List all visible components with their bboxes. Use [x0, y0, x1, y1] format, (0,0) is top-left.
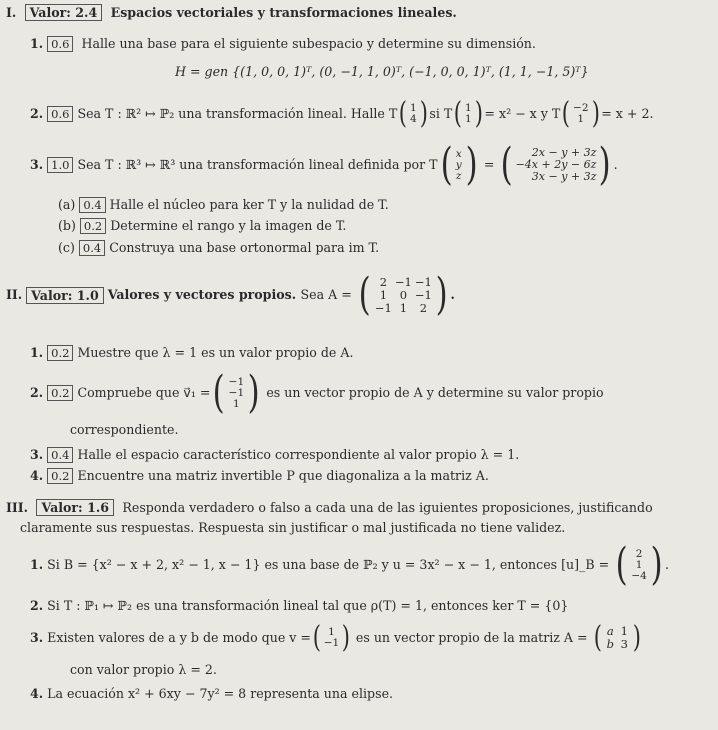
section-1-number: I. — [6, 5, 17, 20]
section-2-value-box: Valor: 1.0 — [26, 287, 104, 304]
section-2-title: Valores y vectores propios. — [107, 287, 297, 302]
section-3-value-box: Valor: 1.6 — [36, 499, 114, 516]
section-3-number: III. — [6, 500, 29, 515]
s1-q2-points: 0.6 — [47, 106, 73, 122]
s1-q2-vector-3: ( −2 1 ) — [562, 96, 600, 131]
s1-q3-points: 1.0 — [47, 157, 73, 173]
section-2-pre: Sea A = — [300, 287, 352, 302]
section-3-header — [6, 499, 653, 516]
s2-q2: 2. 0.2 Compruebe que v⃗₁ = ( −1 −1 1 ) es un vector propio de A y determine su valor propio — [30, 367, 604, 418]
matrix-A: ( 2 −1 −1 1 0 −1 −1 1 2 ) — [358, 269, 448, 320]
s1-q3b: (b) 0.2 Determine el rango y la imagen de T. — [58, 218, 347, 233]
s1-q3a: (a) 0.4 Halle el núcleo para ker T y la nulidad de T. — [58, 197, 389, 212]
s1-q3-system: ( 2x − y + 3z −4x + 2y − 6z 3x − y + 3z ) — [500, 139, 612, 190]
s1-q3: 3. 1.0 Sea T : ℝ³ ↦ ℝ³ una transformación lineal definida por T ( x y z ) = ( 2x − y + 3z −4x + 2y − 6z 3x − y + 3z ) . — [30, 139, 618, 190]
s3-q3-matrix: ( a 1 b 3 ) — [593, 620, 642, 655]
s3-q4: 4. La ecuación x² + 6xy − 7y² = 8 representa una elipse. — [30, 686, 394, 701]
s2-q1: 1. 0.2 Muestre que λ = 1 es un valor propio de A. — [30, 345, 354, 360]
s1-q1-text: Halle una base para el siguiente subespacio y determine su dimensión. — [81, 36, 536, 51]
s1-q2-vector-2: ( 1 1 ) — [454, 96, 483, 131]
s3-q3-vector: ( 1 −1 ) — [312, 620, 351, 655]
s1-q3-vector: ( x y z ) — [440, 139, 478, 190]
s1-q1-points: 0.6 — [47, 36, 73, 52]
s3-q3: 3. Existen valores de a y b de modo que v = ( 1 −1 ) es un vector propio de la matriz A = ( a 1 b 3 ) — [30, 620, 642, 655]
s1-q2 — [30, 96, 654, 131]
s3-q2: 2. Si T : ℙ₁ ↦ ℙ₂ es una transformación lineal tal que ρ(T) = 1, entonces ker T = {0} — [30, 598, 569, 613]
s2-q2-vector: ( −1 −1 1 ) — [213, 367, 260, 418]
section-3-title: Responda verdadero o falso a cada una de las iguientes proposiciones, justificando — [122, 500, 653, 515]
section-2-header: II. Valor: 1.0 Valores y vectores propios. Sea A = ( 2 −1 −1 1 0 −1 −1 1 2 ) . — [6, 269, 455, 320]
section-1-value-box: Valor: 2.4 — [25, 4, 103, 21]
section-1-header — [6, 4, 457, 21]
s2-q3: 3. 0.4 Halle el espacio característico correspondiente al valor propio λ = 1. — [30, 447, 520, 462]
s1-q2-mid2: = x² − x y T — [484, 106, 561, 121]
s2-q2-cont: correspondiente. — [70, 422, 179, 437]
s1-q1-formula: H = gen {(1, 0, 0, 1)ᵀ, (0, −1, 1, 0)ᵀ, (−1, 0, 0, 1)ᵀ, (1, 1, −1, 5)ᵀ} — [175, 64, 589, 79]
s1-q1-number: 1. — [30, 36, 44, 51]
s1-q2-vector-1: ( 1 4 ) — [399, 96, 428, 131]
s1-q2-pre: Sea T : ℝ² ↦ ℙ₂ una transformación lineal. Halle T — [77, 106, 398, 121]
s1-q3-number: 3. — [30, 157, 44, 172]
section-1-title: Espacios vectoriales y transformaciones lineales. — [110, 5, 457, 20]
s1-q2-end: = x + 2. — [601, 106, 654, 121]
s3-q3-cont: con valor propio λ = 2. — [70, 662, 217, 677]
section-2-number: II. — [6, 287, 23, 302]
s1-q3-pre: Sea T : ℝ³ ↦ ℝ³ una transformación lineal definida por T — [77, 157, 438, 172]
s1-q2-mid1: si T — [429, 106, 453, 121]
s1-q2-number: 2. — [30, 106, 44, 121]
section-3-cont: claramente sus respuestas. Respuesta sin justificar o mal justificada no tiene validez. — [20, 520, 566, 535]
s1-q1 — [30, 36, 536, 52]
s1-q3c: (c) 0.4 Construya una base ortonormal para im T. — [58, 240, 380, 255]
s3-q1-vector: ( 2 1 −4 ) — [615, 539, 663, 590]
s2-q4: 4. 0.2 Encuentre una matriz invertible P que diagonaliza a la matriz A. — [30, 468, 489, 483]
s3-q1: 1. Si B = {x² − x + 2, x² − 1, x − 1} es una base de ℙ₂ y u = 3x² − x − 1, entonces [u]_B = ( 2 1 −4 ) . — [30, 539, 670, 590]
